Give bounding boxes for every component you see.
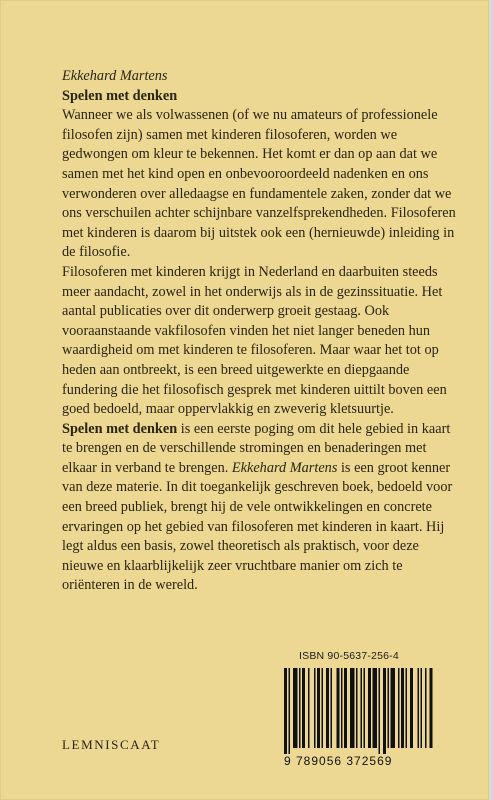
barcode-bar (337, 668, 340, 748)
barcode-bar (314, 668, 316, 748)
barcode-bar (398, 668, 400, 748)
barcode-bar (430, 668, 433, 748)
barcode (282, 668, 437, 768)
inline-author: Ekkehard Martens (231, 459, 338, 476)
paragraph-3-part-a: is een eerste poging om dit hele gebied in kaart te brengen en de verschillende stromingen en benaderingen met elkaar in verband te brengen. (62, 420, 451, 476)
barcode-bar (410, 668, 413, 748)
barcode-bar (373, 668, 378, 748)
barcode-bar (308, 668, 310, 748)
barcode-bar (344, 668, 347, 748)
publisher-logo-text: LEMNISCAAT (62, 737, 161, 752)
barcode-bar (425, 668, 427, 748)
barcode-bar (341, 668, 343, 748)
barcode-bar (302, 668, 305, 748)
inline-title: Spelen met denken (62, 420, 178, 437)
barcode-bar (299, 668, 301, 748)
barcode-bar (356, 668, 358, 748)
barcode-bar (331, 668, 333, 748)
barcode-bar (421, 668, 423, 748)
barcode-bar (322, 668, 324, 748)
barcode-bar (350, 668, 355, 748)
barcode-bar (361, 668, 363, 748)
barcode-bar (379, 668, 381, 754)
paragraph-3 (62, 420, 462, 596)
barcode-bar (418, 668, 420, 748)
paragraph-2: Filosoferen met kinderen krijgt in Nederland en daarbuiten steeds meer aandacht, zowel in het onderwijs als in de gezinssituatie. Het aantal publicaties over dit onderwerp groeit gestaag. Ook vooraanstaande vakfilosofen vinden het niet langer beneden hun waardigheid om met kinderen te filosoferen. Maar waar het tot op heden aan ontbreekt, is een breed uitgewerkte en diepgaande fundering die het filosofisch gesprek met kinderen uittilt boven een goed bedoeld, maar oppervlakkig en zweverig kletsuurtje. (62, 263, 447, 418)
paragraph-3-part-b: is een groot kenner van deze materie. In dit toegankelijk geschreven boek, bedoeld voor een breed publiek, brengt hij de vele ontwikkelingen en concrete ervaringen op het gebied van filosoferen met kinderen in kaart. Hij legt aldus een basis, zowel theoretisch als praktisch, voor deze nieuwe en klaarblijkelijk zeer vruchtbare manier om zich te oriënteren in de wereld. (62, 459, 453, 594)
barcode-number: 9 789056 372569 (284, 754, 393, 768)
barcode-bar (289, 668, 291, 754)
isbn-label: ISBN 90-5637-256-4 (299, 650, 399, 662)
barcode-bar (406, 668, 408, 748)
barcode-bar (284, 668, 287, 754)
barcode-bar (401, 668, 404, 748)
barcode-bar (383, 668, 386, 754)
barcode-bar (391, 668, 396, 748)
barcode-bar (317, 668, 320, 748)
page-edge (489, 0, 493, 800)
author-name: Ekkehard Martens (62, 68, 168, 84)
paragraph-1: Wanneer we als volwassenen (of we nu amateurs of professionele filosofen zijn) samen met kinderen filosoferen, worden we gedwongen om kleur te bekennen. Het komt er dan op aan dat we samen met het kind open en onbevooroordeeld nadenken en ons verwonderen over alledaagse en fundamentele zaken, zonder dat we ons verschuilen achter schijnbare vanzelfsprekendheden. Filosoferen met kinderen is daarom bij uitstek ook een (hernieuwde) inleiding in de filosofie. (62, 107, 456, 261)
barcode-bar (293, 668, 298, 748)
barcode-bars (282, 668, 437, 754)
blurb (62, 67, 462, 596)
barcode-bar (326, 668, 329, 748)
book-title: Spelen met denken (62, 87, 178, 104)
barcode-bar (364, 668, 366, 748)
barcode-bar (388, 668, 390, 748)
barcode-bar (368, 668, 371, 748)
